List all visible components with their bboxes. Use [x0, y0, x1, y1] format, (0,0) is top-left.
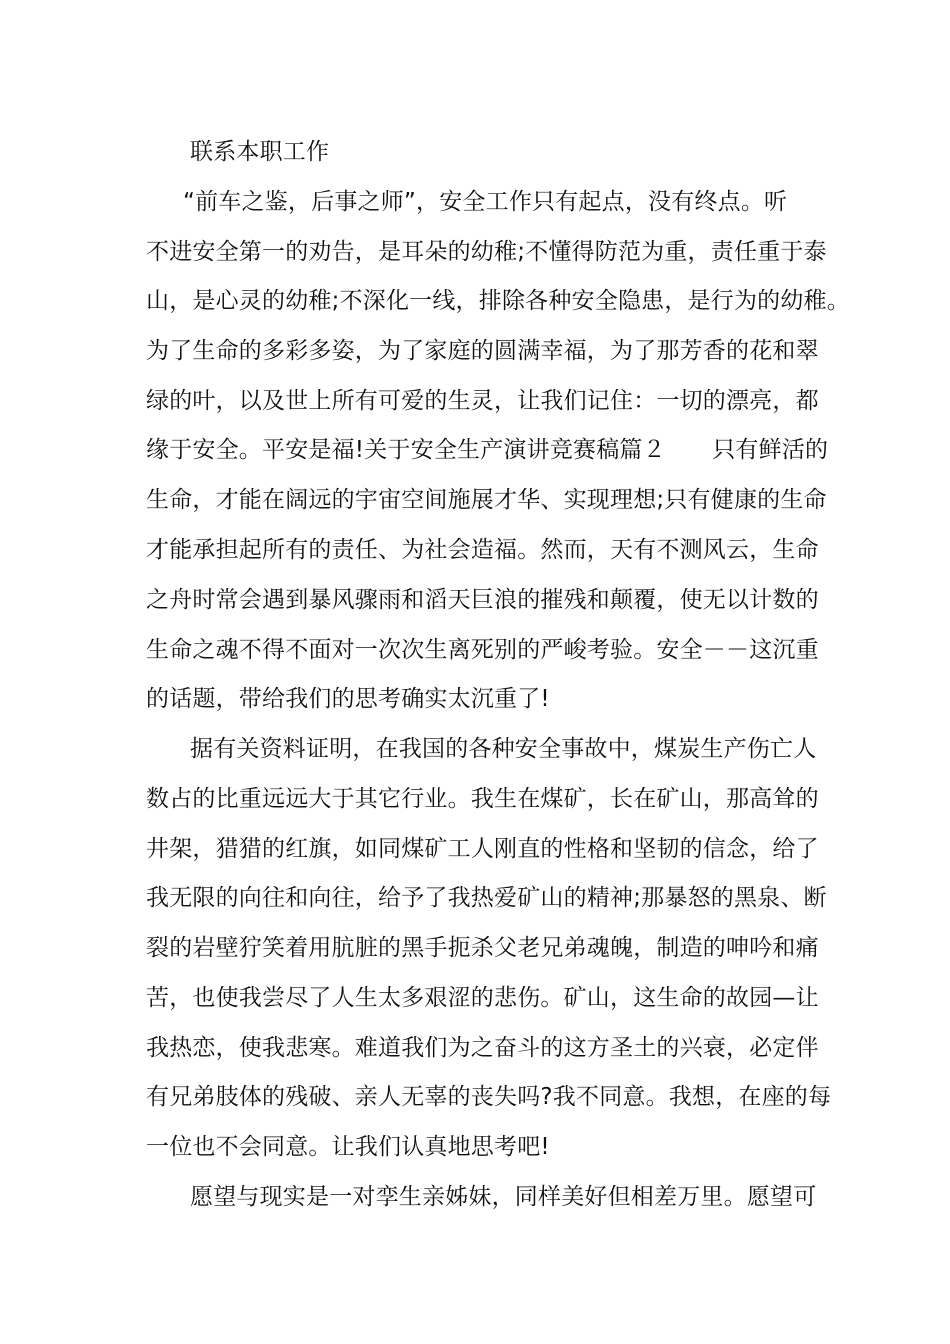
text-line: 为了生命的多彩多姿，为了家庭的圆满幸福，为了那芳香的花和翠 — [146, 338, 819, 364]
text-line: 裂的岩壁狞笑着用肮脏的黑手扼杀父老兄弟魂魄，制造的呻吟和痛 — [146, 935, 819, 961]
text-line: 之舟时常会遇到暴风骤雨和滔天巨浪的摧残和颠覆，使无以计数的 — [146, 587, 819, 613]
text-line: 有兄弟肢体的残破、亲人无辜的丧失吗?我不同意。我想，在座的每 — [146, 1084, 832, 1110]
text-line: 一位也不会同意。让我们认真地思考吧! — [146, 1134, 550, 1160]
text-line: 愿望与现实是一对孪生亲姊妹，同样美好但相差万里。愿望可 — [190, 1184, 817, 1210]
text-line: 据有关资料证明，在我国的各种安全事故中，煤炭生产伤亡人 — [190, 736, 817, 762]
text-line: 的话题，带给我们的思考确实太沉重了! — [146, 686, 550, 712]
text-line: 生命，才能在阔远的宇宙空间施展才华、实现理想;只有健康的生命 — [146, 487, 827, 513]
text-line: 生命之魂不得不面对一次次生离死别的严峻考验。安全－－这沉重 — [146, 637, 819, 663]
text-line: 山，是心灵的幼稚;不深化一线，排除各种安全隐患，是行为的幼稚。 — [146, 288, 850, 314]
text-line: 联系本职工作 — [190, 139, 330, 165]
text-line: “前车之鉴，后事之师”，安全工作只有起点，没有终点。听 — [183, 189, 788, 215]
text-line: 我无限的向往和向往，给予了我热爱矿山的精神;那暴怒的黑泉、断 — [146, 885, 827, 911]
text-line: 不进安全第一的劝告，是耳朵的幼稚;不懂得防范为重，责任重于泰 — [146, 239, 827, 265]
text-line: 绿的叶，以及世上所有可爱的生灵，让我们记住：一切的漂亮，都 — [146, 388, 819, 414]
text-line: 数占的比重远远大于其它行业。我生在煤矿，长在矿山，那高耸的 — [146, 786, 819, 812]
text-line: 我热恋，使我悲寒。难道我们为之奋斗的这方圣土的兴衰，必定伴 — [146, 1035, 819, 1061]
text-line: 缘于安全。平安是福!关于安全生产演讲竞赛稿篇２ 只有鲜活的 — [146, 437, 829, 463]
text-line: 才能承担起所有的责任、为社会造福。然而，天有不测风云，生命 — [146, 537, 819, 563]
text-line: 苦，也使我尝尽了人生太多艰涩的悲伤。矿山，这生命的故园—让 — [146, 985, 819, 1011]
text-line: 井架，猎猎的红旗，如同煤矿工人刚直的性格和坚韧的信念，给了 — [146, 836, 819, 862]
